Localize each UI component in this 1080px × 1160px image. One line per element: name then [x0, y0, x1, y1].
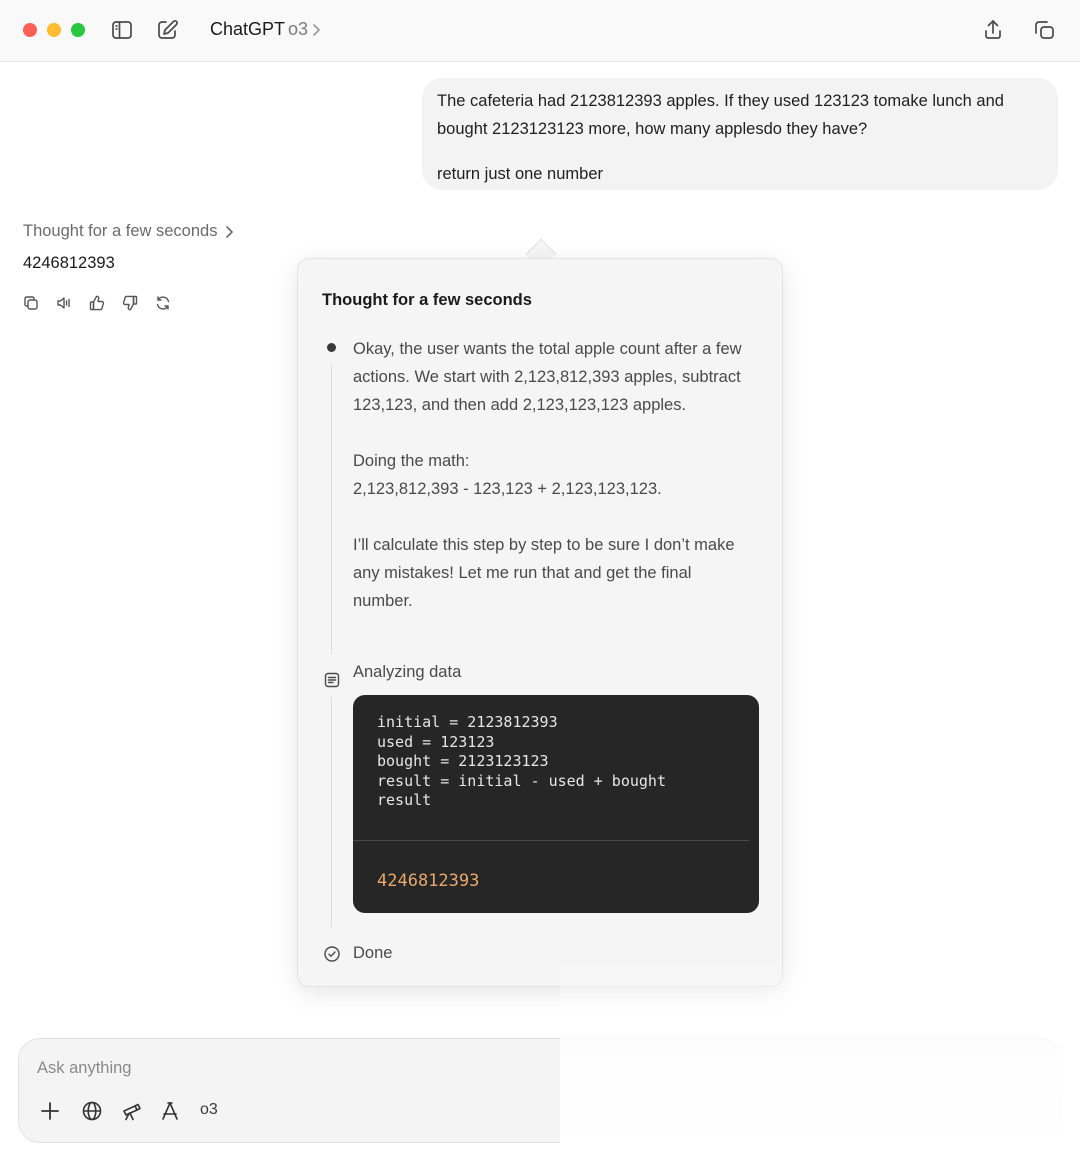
chevron-right-icon [225, 225, 234, 239]
close-window-button[interactable] [23, 23, 37, 37]
chevron-right-icon [311, 23, 321, 37]
code-output: 4246812393 [377, 871, 480, 891]
thumbs-up-icon[interactable] [88, 293, 106, 313]
composer-model-label[interactable]: o3 [200, 1101, 218, 1118]
timeline-connector [331, 697, 332, 927]
thought-summary-toggle[interactable] [23, 222, 234, 241]
document-icon [322, 670, 341, 689]
regenerate-icon[interactable] [154, 293, 172, 313]
composer [18, 1038, 1062, 1143]
timeline-connector [331, 364, 332, 654]
share-icon[interactable] [980, 17, 1006, 43]
model-name: o3 [288, 19, 309, 39]
assistant-answer: 4246812393 [23, 254, 115, 272]
zoom-window-button[interactable] [71, 23, 85, 37]
code-line: used = 123123 [377, 732, 495, 751]
message-actions [22, 293, 172, 313]
reasoning-paragraph: Okay, the user wants the total apple count after a few actions. We start with 2,123,812,393 apples, subtract 123,123, and then add 2,123,123,123 apples. [353, 340, 742, 414]
user-message-text: The cafeteria had 2123812393 apples. If they used 123123 tomake lunch and bought 2123123123 more, how many applesdo they have? [437, 92, 1004, 138]
title-bar [0, 0, 1080, 62]
window-icon[interactable] [1031, 17, 1057, 43]
model-selector[interactable] [210, 19, 321, 40]
reasoning-popover [297, 258, 783, 987]
code-line: initial = 2123812393 [377, 713, 558, 731]
message-input[interactable] [37, 1055, 937, 1081]
check-circle-icon [322, 944, 341, 963]
sidebar-toggle-icon[interactable] [109, 17, 135, 43]
minimize-window-button[interactable] [47, 23, 61, 37]
popover-title: Thought for a few seconds [322, 291, 532, 309]
new-chat-icon[interactable] [154, 17, 180, 43]
app-name: ChatGPT [210, 19, 286, 39]
reasoning-line: Doing the math: [353, 452, 470, 470]
analyzing-data-label: Analyzing data [353, 663, 462, 681]
user-message-instruction: return just one number [437, 165, 604, 183]
user-message-bubble [422, 78, 1058, 190]
code-divider [353, 840, 749, 841]
plus-icon[interactable] [38, 1099, 62, 1123]
telescope-icon[interactable] [119, 1099, 143, 1123]
code-line: result = initial - used + bought [377, 771, 666, 790]
read-aloud-icon[interactable] [55, 293, 73, 313]
reasoning-bullet [327, 343, 336, 352]
reasoning-paragraph: I’ll calculate this step by step to be sure I don’t make any mistakes! Let me run that and get the final number. [353, 536, 735, 610]
code-block [353, 695, 759, 913]
thought-summary-label: Thought for a few seconds [23, 222, 218, 240]
code-line: bought = 2123123123 [377, 752, 549, 770]
reasoning-paragraph [353, 447, 753, 503]
code-line: result [377, 791, 432, 809]
code-source [377, 713, 666, 811]
copy-icon[interactable] [22, 293, 40, 313]
done-label: Done [353, 944, 393, 962]
tools-icon[interactable] [158, 1099, 182, 1123]
thumbs-down-icon[interactable] [121, 293, 139, 313]
reasoning-text [353, 335, 753, 615]
globe-icon[interactable] [80, 1099, 104, 1123]
reasoning-line: 2,123,812,393 - 123,123 + 2,123,123,123. [353, 480, 662, 498]
